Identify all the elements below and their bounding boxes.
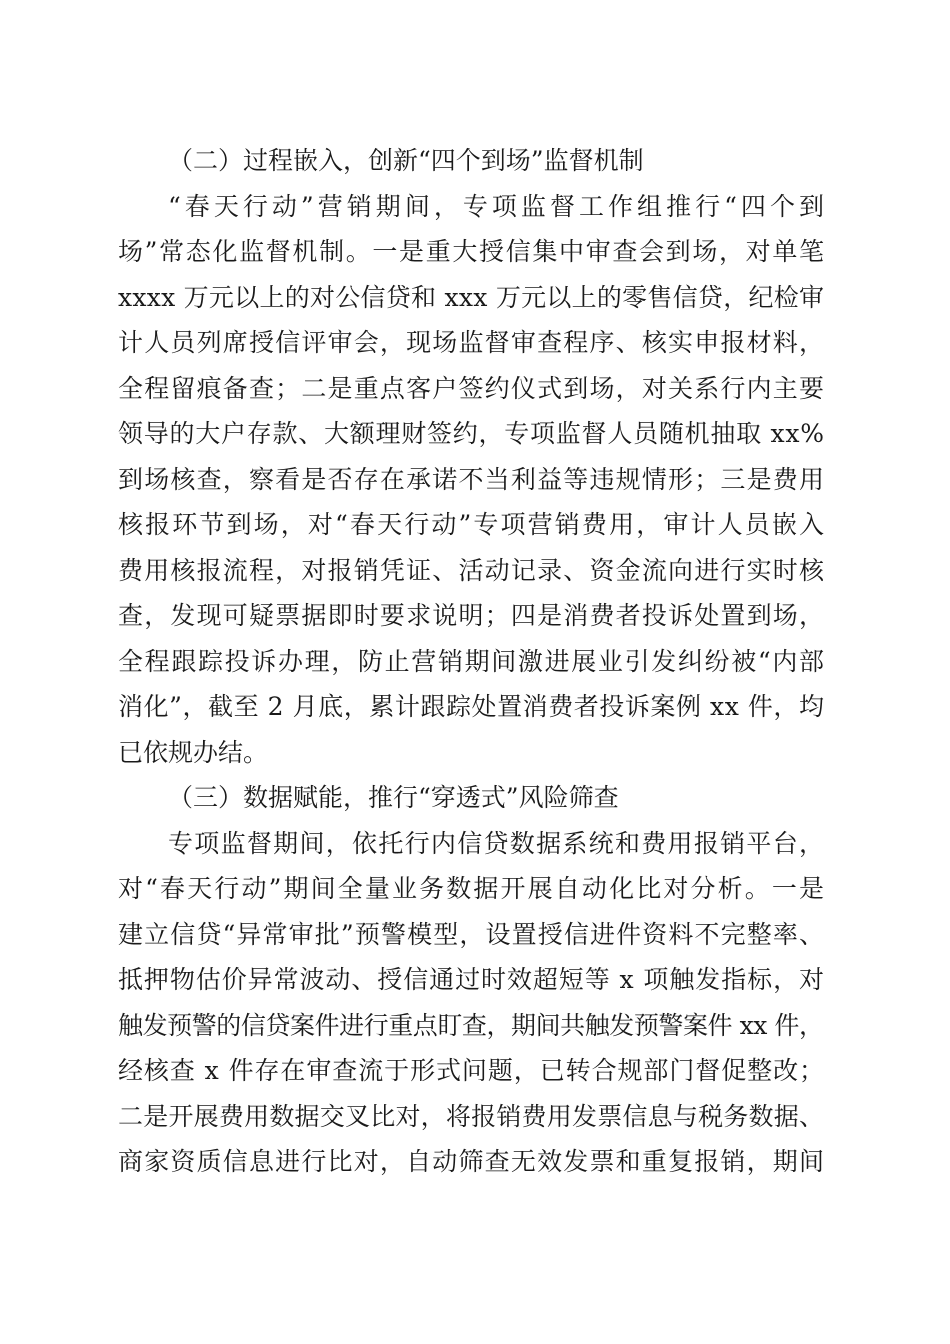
- paragraph-line: “春天行动”营销期间，专项监督工作组推行“四个到: [168, 191, 829, 221]
- paragraph-line: 已依规办结。: [118, 737, 269, 767]
- section-heading: [118, 775, 824, 821]
- heading-text: （三）数据赋能，推行“穿透式”风险筛查: [168, 783, 619, 812]
- paragraph-line: 计人员列席授信评审会，现场监督审查程序、核实申报材料，: [118, 328, 826, 357]
- heading-text: （二）过程嵌入，创新“四个到场”监督机制: [168, 146, 644, 175]
- paragraph-line: 领导的大户存款、大额理财签约，专项监督人员随机抽取 xx%: [118, 419, 825, 448]
- paragraph-line: 对“春天行动”期间全量业务数据开展自动化比对分析。一是: [118, 874, 827, 903]
- paragraph-line: 专项监督期间，依托行内信贷数据系统和费用报销平台，: [168, 828, 826, 858]
- paragraph-line: 建立信贷“异常审批”预警模型，设置授信进件资料不完整率、: [118, 919, 826, 949]
- paragraph-line: 消化”，截至 2 月底，累计跟踪处置消费者投诉案例 xx 件，均: [118, 692, 825, 721]
- paragraph-line: 到场核查，察看是否存在承诺不当利益等违规情形；三是费用: [118, 464, 826, 494]
- paragraph-line: 费用核报流程，对报销凭证、活动记录、资金流向进行实时核: [118, 555, 826, 585]
- paragraph-line: 经核查 x 件存在审查流于形式问题，已转合规部门督促整改；: [118, 1056, 825, 1085]
- paragraph-line: 核报环节到场，对“春天行动”专项营销费用，审计人员嵌入: [118, 510, 827, 539]
- paragraph-line: 查，发现可疑票据即时要求说明；四是消费者投诉处置到场，: [118, 601, 826, 630]
- paragraph-line: 抵押物估价异常波动、授信通过时效超短等 x 项触发指标，对: [118, 965, 825, 994]
- paragraph-line: 商家资质信息进行比对，自动筛查无效发票和重复报销，期间: [118, 1147, 826, 1176]
- paragraph-line: 全程跟踪投诉办理，防止营销期间激进展业引发纠纷被“内部: [118, 646, 826, 676]
- paragraph-line: 触发预警的信贷案件进行重点盯查，期间共触发预警案件 xx 件，: [118, 1010, 824, 1040]
- paragraph-line: 全程留痕备查；二是重点客户签约仪式到场，对关系行内主要: [118, 373, 826, 403]
- section-heading: [118, 138, 824, 184]
- paragraph-line: 二是开展费用数据交叉比对，将报销费用发票信息与税务数据、: [118, 1101, 825, 1131]
- paragraph-line: xxxx 万元以上的对公信贷和 xxx 万元以上的零售信贷，纪检审: [118, 282, 825, 312]
- document-body: [118, 138, 829, 1185]
- paragraph-line: 场”常态化监督机制。一是重大授信集中审查会到场，对单笔: [118, 237, 826, 266]
